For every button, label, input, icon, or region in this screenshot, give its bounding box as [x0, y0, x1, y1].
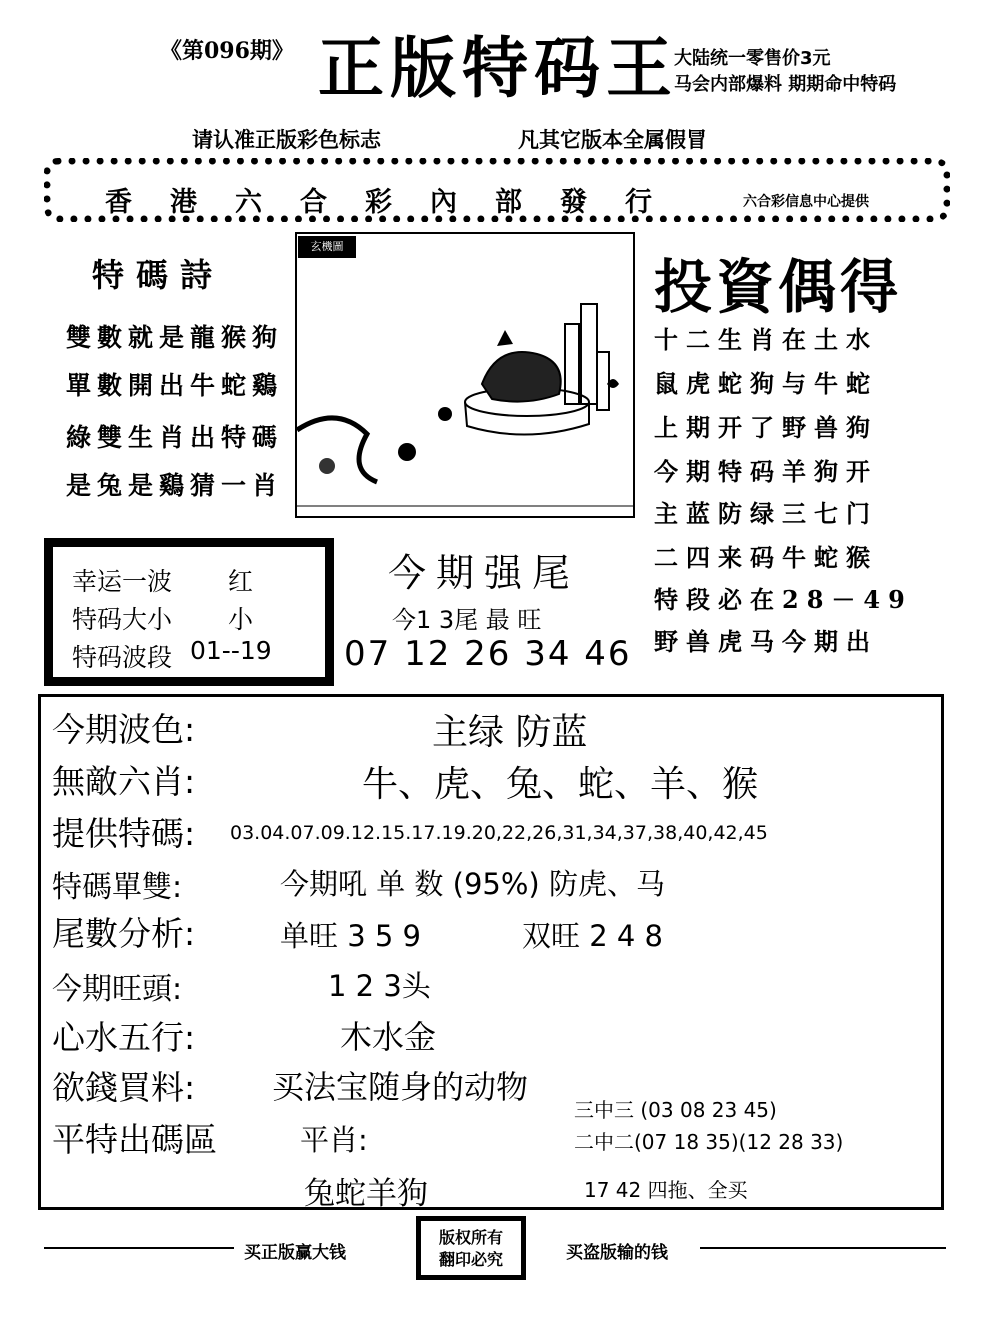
footer-divider-right	[700, 1247, 946, 1249]
codes-label: 提供特碼:	[52, 814, 196, 853]
tail-single-value: 单旺 3 5 9	[280, 919, 422, 953]
notice-left: 请认准正版彩色标志	[192, 128, 381, 152]
buy-label: 欲錢買料:	[52, 1068, 196, 1107]
buy-value: 买法宝随身的动物	[272, 1068, 529, 1106]
four-drag: 17 42 四拖、全买	[584, 1178, 748, 1202]
lucky-value: 红	[228, 567, 254, 596]
lucky-value: 小	[228, 605, 254, 634]
invest-line: 二四来码牛蛇猴	[654, 543, 878, 572]
lucky-value: 01--19	[190, 636, 272, 665]
tail-analysis-label: 尾數分析:	[52, 914, 196, 953]
cat-on-stump-illustration-icon	[297, 234, 633, 516]
lucky-label: 特码波段	[72, 643, 173, 672]
banner-main: 香港六合彩內部發行	[105, 187, 690, 218]
footer-divider-left	[44, 1247, 234, 1249]
invest-line: 特段必在28－49	[654, 585, 913, 614]
invest-line: 野兽虎马今期出	[654, 627, 878, 656]
six-zodiac-value: 牛、虎、兔、蛇、羊、猴	[362, 764, 759, 805]
wave-label: 今期波色:	[52, 710, 196, 749]
poem-title: 特碼詩	[92, 256, 225, 294]
flat-label: 平特出碼區	[52, 1120, 217, 1159]
poem-line: 單數開出牛蛇鷄	[66, 371, 284, 400]
footer-right-text: 买盗版输的钱	[566, 1243, 668, 1263]
head-value: 1 2 3头	[328, 969, 431, 1003]
invest-line: 今期特码羊狗开	[654, 457, 878, 486]
poem-line: 是兔是鷄猜一肖	[66, 471, 284, 500]
lucky-label: 特码大小	[72, 605, 173, 634]
strong-tail-numbers: 07 12 26 34 46	[344, 634, 632, 674]
invest-line: 十二生肖在土水	[654, 325, 878, 354]
odd-even-value: 今期吼 单 数 (95%) 防虎、马	[280, 867, 665, 901]
banner-provider: 六合彩信息中心提供	[743, 194, 869, 210]
copyright-box	[416, 1216, 526, 1280]
footer-left-text: 买正版赢大钱	[244, 1243, 346, 1263]
copyright-line-1: 版权所有	[438, 1228, 503, 1247]
flat-animals: 兔蛇羊狗	[304, 1176, 428, 1212]
tail-double-value: 双旺 2 4 8	[522, 919, 664, 953]
three-in-three: 三中三 (03 08 23 45)	[574, 1098, 777, 1122]
wave-value: 主绿 防蓝	[432, 712, 588, 753]
slogan-text: 马会内部爆料 期期命中特码	[674, 74, 897, 95]
price-text: 大陆统一零售价3元	[674, 48, 831, 69]
invest-title: 投資偶得	[654, 253, 903, 321]
codes-value: 03.04.07.09.12.15.17.19.20,22,26,31,34,37,38,40,42,45	[230, 822, 768, 844]
wuxing-value: 木水金	[340, 1018, 437, 1056]
mystery-picture	[295, 232, 635, 518]
six-zodiac-label: 無敵六肖:	[52, 762, 196, 801]
flat-sub: 平肖:	[300, 1123, 368, 1157]
issue-number: 《第096期》	[160, 38, 294, 64]
strong-tail-sub: 今1 3尾 最 旺	[392, 606, 542, 634]
wuxing-label: 心水五行:	[52, 1018, 196, 1057]
odd-even-label: 特碼單雙:	[52, 870, 183, 905]
invest-line: 上期开了野兽狗	[654, 413, 878, 442]
picture-label: 玄機圖	[298, 236, 356, 258]
strong-tail-title: 今期强尾	[388, 551, 581, 595]
invest-line: 主蓝防绿三七门	[654, 499, 878, 528]
lucky-label: 幸运一波	[72, 567, 173, 596]
copyright-line-2: 翻印必究	[438, 1250, 503, 1269]
poem-line: 綠雙生肖出特碼	[66, 423, 284, 452]
two-in-two: 二中二(07 18 35)(12 28 33)	[574, 1130, 844, 1154]
poem-line: 雙數就是龍猴狗	[66, 323, 284, 352]
page-title: 正版特码王	[318, 29, 678, 107]
head-label: 今期旺頭:	[52, 972, 183, 1007]
notice-right: 凡其它版本全属假冒	[518, 128, 707, 152]
invest-line: 鼠虎蛇狗与牛蛇	[654, 369, 878, 398]
